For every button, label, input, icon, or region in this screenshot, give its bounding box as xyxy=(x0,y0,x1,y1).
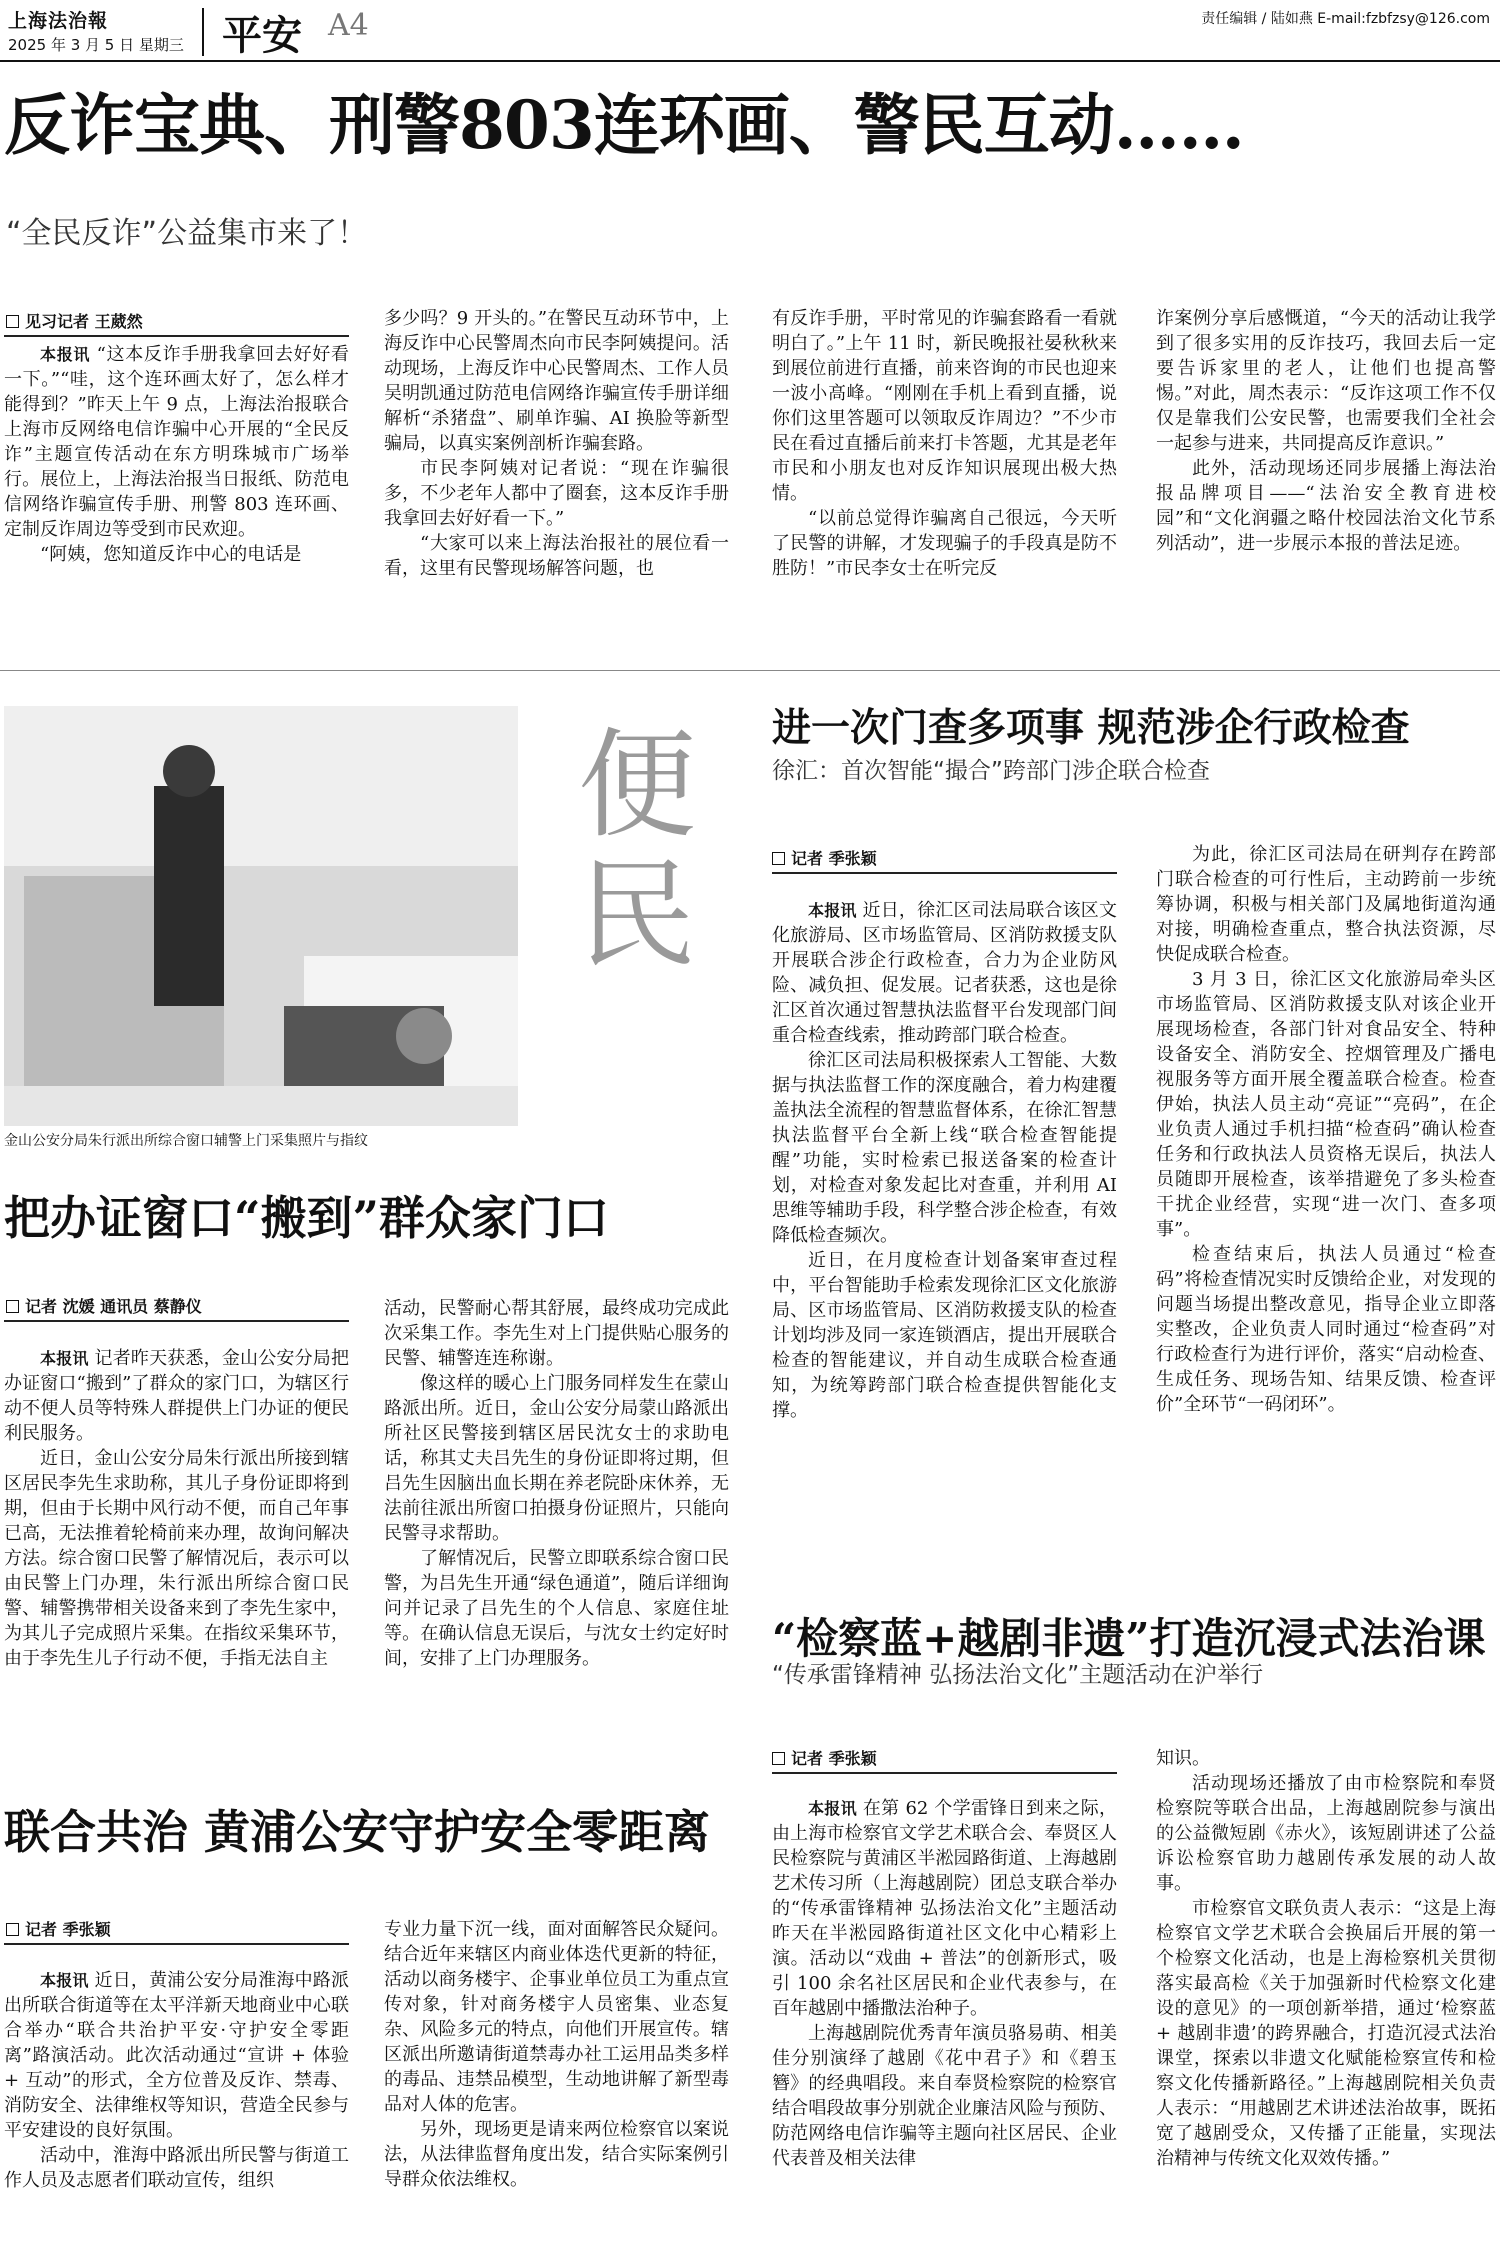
a5-col2 xyxy=(1156,1746,1496,2248)
paragraph xyxy=(384,1371,729,1546)
byline-box-icon xyxy=(6,1923,19,1936)
a1-col3 xyxy=(772,306,1117,650)
paragraph-text: 多少吗？9 开头的。”在警民互动环节中，上海反诈中心民警周杰向市民李阿姨提问。活动现场，上海反诈中心民警周杰、工作人员吴明凯通过防范电信网络诈骗宣传手册详细解析“杀猪盘”、刷单诈骗、AI 换脸等新型骗局，以真实案例剖析诈骗套路。 xyxy=(384,308,729,454)
paragraph-text: 了解情况后，民警立即联系综合窗口民警，为吕先生开通“绿色通道”，随后详细询问并记录了吕先生的个人信息、家庭住址等。在确认信息无误后，与沈女士约定好时间，安排了上门办理服务。 xyxy=(384,1548,729,1669)
news-photo xyxy=(4,706,518,1126)
byline-box-icon xyxy=(6,1300,19,1313)
a3-byline-rule xyxy=(772,872,1117,874)
editor-line: 责任编辑 / 陆如燕 E-mail:fzbfzsy@126.com xyxy=(1201,11,1490,27)
a4-byline-text: 记者 季张颖 xyxy=(25,1920,111,1939)
paragraph xyxy=(772,306,1117,506)
issue-date: 2025 年 3 月 5 日 星期三 xyxy=(8,36,184,54)
paragraph xyxy=(772,898,1117,1048)
a3-byline xyxy=(772,846,877,869)
paragraph-text: 市检察官文联负责人表示：“这是上海检察官文学艺术联合会换届后开展的第一个检察文化活动，也是上海检察机关贯彻落实最高检《关于加强新时代检察文化建设的意见》的一项创新举措，通过‘检察蓝 + 越剧非遗’的跨界融合，打造沉浸式法治课堂，探索以非遗文化赋能检察宣传和检察文化传播新路径。”上海越剧院相关负责人表示：“用越剧艺术讲述法治故事，既拓宽了越剧受众，又传播了正能量，实现法治精神与传统文化双效传播。” xyxy=(1156,1898,1496,2169)
a4-byline xyxy=(6,1917,111,1940)
paragraph-text: 近日，徐汇区司法局联合该区文化旅游局、区市场监管局、区消防救援支队开展联合涉企行政检查，合力为企业防风险、减负担、促发展。记者获悉，这也是徐汇区首次通过智慧执法监督平台发现部门间重合检查线索，推动跨部门联合检查。 xyxy=(772,900,1117,1046)
paragraph-text: 像这样的暖心上门服务同样发生在蒙山路派出所。近日，金山公安分局蒙山路派出所社区民警接到辖区居民沈女士的求助电话，称其丈夫吕先生的身份证即将过期，但吕先生因脑出血长期在养老院卧床休养，无法前往派出所窗口拍摄身份证照片，只能向民警寻求帮助。 xyxy=(384,1373,729,1544)
paragraph xyxy=(772,1048,1117,1248)
masthead: 上海法治報 xyxy=(8,10,109,32)
paragraph-text: 有反诈手册，平时常见的诈骗套路看一看就明白了。”上午 11 时，新民晚报社晏秋秋来到展位前进行直播，前来咨询的市民也迎来一波小高峰。“刚刚在手机上看到直播，说你们这里答题可以领取反诈周边？”不少市民在看过直播后前来打卡答题，尤其是老年市民和小朋友也对反诈知识展现出极大热情。 xyxy=(772,308,1117,504)
section-name: 平安 xyxy=(222,13,302,59)
a3-byline-text: 记者 季张颖 xyxy=(791,849,877,868)
paragraph xyxy=(772,506,1117,581)
a2-byline xyxy=(6,1294,202,1317)
paragraph-text: 诈案例分享后感慨道，“今天的活动让我学到了很多实用的反诈技巧，我回去后一定要告诉家里的老人，让他们也提高警惕。”对此，周杰表示：“反诈这项工作不仅仅是靠我们公安民警，也需要我们全社会一起参与进来，共同提高反诈意识。” xyxy=(1156,308,1496,454)
paragraph-text: 为此，徐汇区司法局在研判存在跨部门联合检查的可行性后，主动跨前一步统筹协调，积极与相关部门及属地街道沟通对接，明确检查重点，整合执法资源，尽快促成联合检查。 xyxy=(1156,844,1496,965)
header-rule xyxy=(0,60,1500,62)
a1-title: 反诈宝典、刑警803连环画、警民互动…… xyxy=(4,86,1244,164)
paragraph-text: “以前总觉得诈骗离自己很远，今天听了民警的讲解，才发现骗子的手段真是防不胜防！”市民李女士在听完反 xyxy=(772,508,1117,579)
a1-subtitle: “全民反诈”公益集市来了！ xyxy=(6,216,368,251)
paragraph xyxy=(772,1796,1117,2021)
paragraph xyxy=(384,1917,729,2117)
a5-byline-rule xyxy=(772,1772,1117,1774)
a5-subtitle: “传承雷锋精神 弘扬法治文化”主题活动在沪举行 xyxy=(772,1662,1264,1688)
paragraph-text: 在第 62 个学雷锋日到来之际，由上海市检察官文学艺术联合会、奉贤区人民检察院与黄浦区半淞园路街道、上海越剧艺术传习所（上海越剧院）团总支联合举办的“传承雷锋精神 弘扬法治文化”主题活动昨天在半淞园路街道社区文化中心精彩上演。活动以“戏曲 + 普法”的创新形式，吸引 100 余名社区居民和企业代表参与，在百年越剧中播撒法治种子。 xyxy=(772,1798,1117,2019)
paragraph-text: 活动中，淮海中路派出所民警与街道工作人员及志愿者们联动宣传，组织 xyxy=(4,2145,349,2191)
a4-title: 联合共治 黄浦公安守护安全零距离 xyxy=(4,1805,711,1859)
a3-col2 xyxy=(1156,842,1496,1598)
paragraph-text: 上海越剧院优秀青年演员骆易萌、相美佳分别演绎了越剧《花中君子》和《碧玉簪》的经典唱段。来自奉贤检察院的检察官结合唱段故事分别就企业廉洁风险与预防、防范网络电信诈骗等主题向社区居民、企业代表普及相关法律 xyxy=(772,2023,1117,2169)
paragraph xyxy=(1156,842,1496,967)
calligraphy-bianmin: 便民 xyxy=(577,716,696,984)
paragraph xyxy=(4,2143,349,2193)
paragraph xyxy=(1156,967,1496,1242)
a1-col4 xyxy=(1156,306,1496,650)
a2-byline-text: 记者 沈媛 通讯员 蔡静仪 xyxy=(25,1297,202,1316)
a2-byline-rule xyxy=(4,1320,349,1322)
paragraph xyxy=(1156,1242,1496,1417)
dateline-lead: 本报讯 xyxy=(40,1971,89,1990)
paragraph xyxy=(1156,1746,1496,1771)
paragraph-text: 另外，现场更是请来两位检察官以案说法，从法律监督角度出发，结合实际案例引导群众依法维权。 xyxy=(384,2119,729,2190)
a4-byline-rule xyxy=(4,1943,349,1945)
paragraph-text: 活动，民警耐心帮其舒展，最终成功完成此次采集工作。李先生对上门提供贴心服务的民警、辅警连连称谢。 xyxy=(384,1298,729,1369)
a5-title: “检察蓝+越剧非遗”打造沉浸式法治课 xyxy=(772,1614,1486,1663)
photo-illustration xyxy=(4,706,518,1126)
byline-box-icon xyxy=(772,852,785,865)
byline-box-icon xyxy=(6,315,19,328)
a1-byline-rule xyxy=(4,335,349,337)
paragraph-text: 近日，金山公安分局朱行派出所接到辖区居民李先生求助称，其儿子身份证即将到期，但由于长期中风行动不便，而自己年事已高，无法推着轮椅前来办理，故询问解决方法。综合窗口民警了解情况后，表示可以由民警上门办理，朱行派出所综合窗口民警、辅警携带相关设备来到了李先生家中，为其儿子完成照片采集。在指纹采集环节，由于李先生儿子行动不便，手指无法自主 xyxy=(4,1448,349,1669)
paragraph-text: 记者昨天获悉，金山公安分局把办证窗口“搬到”了群众的家门口，为辖区行动不便人员等特殊人群提供上门办证的便民利民服务。 xyxy=(4,1348,349,1444)
a2-col2 xyxy=(384,1296,729,1751)
paragraph xyxy=(1156,306,1496,456)
a4-col1 xyxy=(4,1968,349,2248)
a1-bottom-rule xyxy=(0,670,1500,671)
paragraph xyxy=(4,1346,349,1446)
dateline-lead: 本报讯 xyxy=(40,1349,89,1368)
paragraph xyxy=(772,2021,1117,2171)
a3-subtitle: 徐汇：首次智能“撮合”跨部门涉企联合检查 xyxy=(772,758,1210,784)
paragraph xyxy=(1156,1896,1496,2171)
paragraph xyxy=(384,2117,729,2192)
a1-col2 xyxy=(384,306,729,650)
paragraph-text: 检查结束后，执法人员通过“检查码”将检查情况实时反馈给企业，对发现的问题当场提出整改意见，指导企业立即落实整改，企业负责人同时通过“检查码”对行政检查行为进行评价，落实“启动检查、生成任务、现场告知、结果反馈、检查评价”全环节“一码闭环”。 xyxy=(1156,1244,1496,1415)
dateline-lead: 本报讯 xyxy=(40,345,91,364)
paragraph xyxy=(4,1446,349,1671)
paragraph-text: 此外，活动现场还同步展播上海法治报品牌项目——“法治安全教育进校园”和“文化润疆之略什校园法治文化节系列活动”，进一步展示本报的普法足迹。 xyxy=(1156,458,1496,554)
paragraph xyxy=(384,456,729,531)
paragraph xyxy=(4,1968,349,2143)
paragraph-text: 3 月 3 日，徐汇区文化旅游局牵头区市场监管局、区消防救援支队对该企业开展现场检查，各部门针对食品安全、特种设备安全、消防安全、控烟管理及广播电视服务等方面开展全覆盖联合检查。检查伊始，执法人员主动“亮证”“亮码”，在企业负责人通过手机扫描“检查码”确认检查任务和行政执法人员资格无误后，执法人员随即开展检查，该举措避免了多头检查干扰企业经营，实现“进一次门、查多项事”。 xyxy=(1156,969,1496,1240)
header-divider xyxy=(202,8,204,56)
paragraph xyxy=(4,542,349,567)
a3-title: 进一次门查多项事 规范涉企行政检查 xyxy=(772,705,1410,751)
paragraph-text: “阿姨，您知道反诈中心的电话是 xyxy=(40,544,302,565)
a5-byline-text: 记者 季张颖 xyxy=(791,1749,877,1768)
paragraph xyxy=(1156,456,1496,556)
paragraph xyxy=(384,306,729,456)
a5-byline xyxy=(772,1746,877,1769)
paragraph xyxy=(772,1248,1117,1423)
paragraph xyxy=(384,531,729,581)
dateline-lead: 本报讯 xyxy=(808,901,857,920)
paragraph xyxy=(384,1296,729,1371)
a2-col1 xyxy=(4,1346,349,1751)
paragraph-text: 活动现场还播放了由市检察院和奉贤检察院等联合出品，上海越剧院参与演出的公益微短剧《赤火》，该短剧讲述了公益诉讼检察官助力越剧传承发展的动人故事。 xyxy=(1156,1773,1496,1894)
paragraph xyxy=(1156,1771,1496,1896)
paragraph-text: “大家可以来上海法治报社的展位看一看，这里有民警现场解答问题，也 xyxy=(384,533,729,579)
paragraph xyxy=(4,342,349,542)
paragraph-text: 近日，黄浦公安分局淮海中路派出所联合街道等在太平洋新天地商业中心联合举办“联合共治护平安·守护安全零距离”路演活动。此次活动通过“宣讲 + 体验 + 互动”的形式，全方位普及反诈、禁毒、消防安全、法律维权等知识，营造全民参与平安建设的良好氛围。 xyxy=(4,1970,349,2141)
paragraph-text: 市民李阿姨对记者说：“现在诈骗很多，不少老年人都中了圈套，这本反诈手册我拿回去好好看一下。” xyxy=(384,458,729,529)
paragraph-text: 徐汇区司法局积极探索人工智能、大数据与执法监督工作的深度融合，着力构建覆盖执法全流程的智慧监督体系，在徐汇智慧执法监督平台全新上线“联合检查智能提醒”功能，实时检索已报送备案的检查计划，对检查对象发起比对查重，并利用 AI 思维等辅助手段，科学整合涉企检查，有效降低检查频次。 xyxy=(772,1050,1117,1246)
a3-col1 xyxy=(772,898,1117,1598)
page-number: A4 xyxy=(328,8,369,43)
photo-caption: 金山公安分局朱行派出所综合窗口辅警上门采集照片与指纹 xyxy=(4,1133,368,1149)
paragraph xyxy=(384,1546,729,1671)
paragraph-text: “这本反诈手册我拿回去好好看一下。”“哇，这个连环画太好了，怎么样才能得到？”昨天上午 9 点，上海法治报联合上海市反网络电信诈骗中心开展的“全民反诈”主题宣传活动在东方明珠城市广场举行。展位上，上海法治报当日报纸、防范电信网络诈骗宣传手册、刑警 803 连环画、定制反诈周边等受到市民欢迎。 xyxy=(4,344,349,540)
byline-box-icon xyxy=(772,1752,785,1765)
a5-col1 xyxy=(772,1796,1117,2248)
a4-col2 xyxy=(384,1917,729,2248)
paragraph-text: 知识。 xyxy=(1156,1748,1210,1769)
dateline-lead: 本报讯 xyxy=(808,1799,857,1818)
paragraph-text: 近日，在月度检查计划备案审查过程中，平台智能助手检索发现徐汇区文化旅游局、区市场监管局、区消防救援支队的检查计划均涉及同一家连锁酒店，提出开展联合检查的智能建议，并自动生成联合检查通知，为统筹跨部门联合检查提供智能化支撑。 xyxy=(772,1250,1117,1421)
a2-title: 把办证窗口“搬到”群众家门口 xyxy=(4,1191,609,1245)
a1-byline xyxy=(6,309,143,332)
a1-col1 xyxy=(4,342,349,650)
paragraph-text: 专业力量下沉一线，面对面解答民众疑问。结合近年来辖区内商业体迭代更新的特征，活动以商务楼宇、企事业单位员工为重点宣传对象，针对商务楼宇人员密集、业态复杂、风险多元的特点，向他们开展宣传。辖区派出所邀请街道禁毒办社工运用品类多样的毒品、违禁品模型，生动地讲解了新型毒品对人体的危害。 xyxy=(384,1919,729,2115)
a1-byline-text: 见习记者 王葳然 xyxy=(25,312,143,331)
